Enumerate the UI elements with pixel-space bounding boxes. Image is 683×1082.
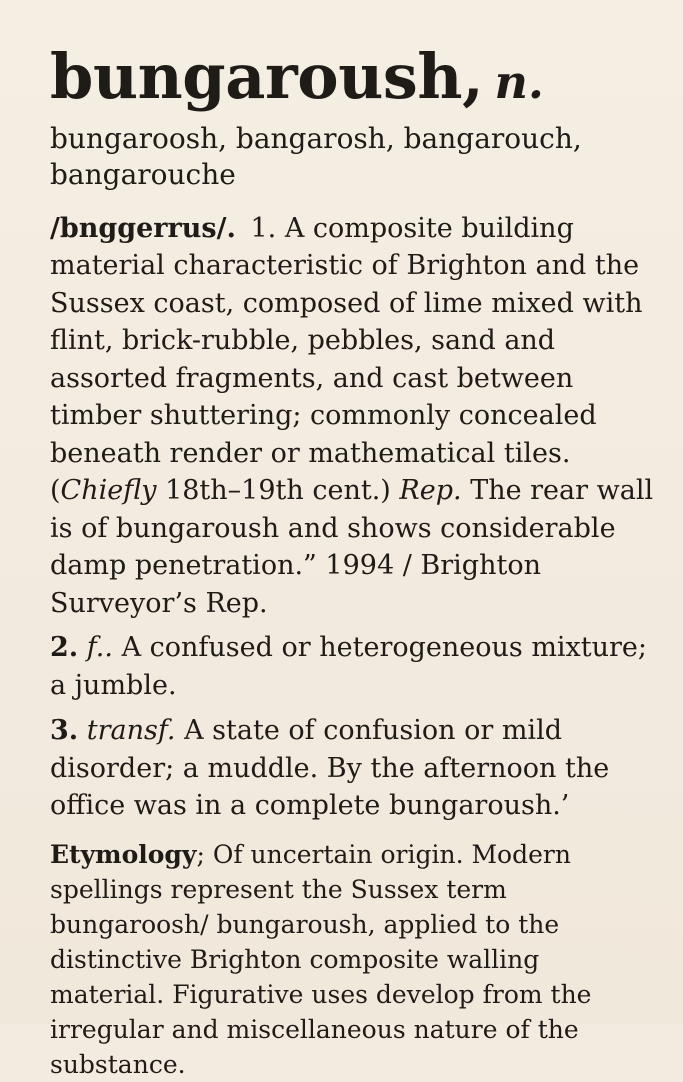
etymology-label: Etymology (50, 839, 197, 869)
sense-3 (50, 712, 657, 825)
part-of-speech: n. (494, 55, 544, 109)
citation-label: Rep. (399, 475, 462, 507)
variant-spellings: bungaroosh, bangarosh, bangarouch, bangarouche (50, 122, 582, 191)
sense-1-definition: A composite building material characteristic of Brighton and the Sussex coast, composed of lime mixed with flint, brick-rubble, pebbles, sand and assorted fragments, and cast between timber shuttering; commonly concealed beneath render or mathematical tiles. (50, 212, 643, 469)
sense-1-qualifier-word: Chiefly (60, 475, 157, 507)
etymology-separator: ; (196, 839, 205, 869)
pronunciation: /bnggerrus/. (50, 212, 236, 244)
sense-2 (50, 629, 657, 704)
sense-1-qualifier-rest: 18th–19th cent.) (165, 475, 391, 507)
headword: bungaroush, (50, 40, 484, 113)
sense-number-2: 2. (50, 632, 79, 664)
sense-1 (50, 210, 657, 623)
citation-text: The rear wall is of bungaroush and shows considerable damp penetration.” 1994 / Brighton Surveyor’s Rep. (50, 475, 654, 619)
sense-2-definition: A confused or heterogeneous mixture; a jumble. (50, 632, 648, 701)
sense-2-label: f.. (86, 632, 113, 664)
sense-1-qualifier-open: ( (50, 475, 61, 507)
sense-3-definition: A state of confusion or mild disorder; a muddle. By the afternoon the office was in a complete bungaroush.’ (50, 715, 610, 822)
etymology-section (50, 837, 657, 1082)
etymology-text: Of uncertain origin. Modern spellings represent the Sussex term bungaroosh/ bungaroush, applied to the distinctive Brighton composite walling material. Figurative uses develop from the irregular and miscellaneous nature of the substance. (50, 839, 592, 1079)
sense-3-label: transf. (86, 715, 176, 747)
entry-heading (50, 40, 657, 113)
sense-number-1: 1. (250, 212, 277, 244)
sense-number-3: 3. (50, 715, 79, 747)
